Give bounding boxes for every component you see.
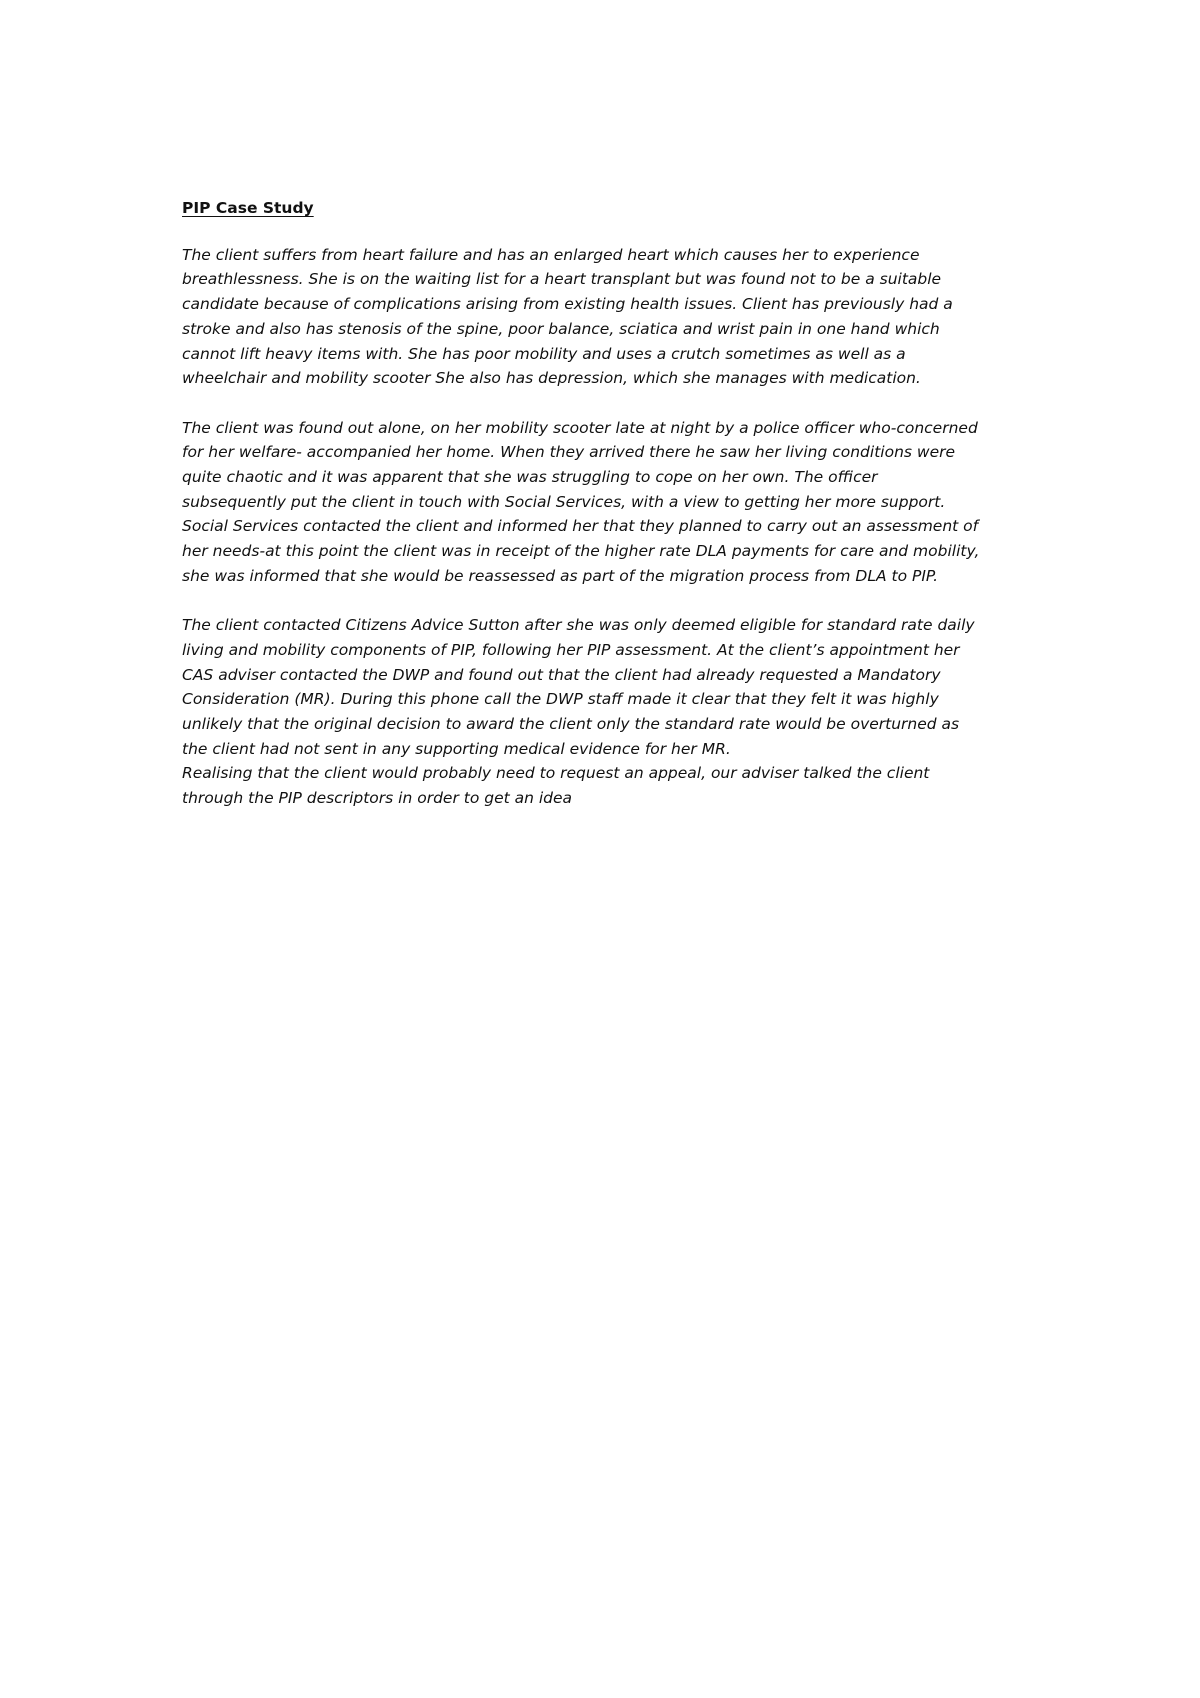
paragraph-appeal: Realising that the client would probably need to request an appeal, our adviser talked the client through the PIP descriptors in order to get an idea: [182, 764, 930, 808]
document-body: [182, 196, 1032, 811]
paragraph-pip-assessment: The client contacted Citizens Advice Sutton after she was only deemed eligible for standard rate daily living and mobility components of PIP, following her PIP assessment. At the client’s appointment her CAS adviser contacted the DWP and found out that the client had already requested a Mandatory Consideration (MR). During this phone call the DWP staff made it clear that they felt it was highly unlikely that the original decision to award the client only the standard rate would be overturned as the client had not sent in any supporting medical evidence for her MR.: [182, 616, 975, 758]
document-title: PIP Case Study: [182, 199, 314, 217]
paragraph-health-conditions: The client suffers from heart failure and has an enlarged heart which causes her to experience breathlessness. She is on the waiting list for a heart transplant but was found not to be a suitable candidate because of complications arising from existing health issues. Client has previously had a stroke and also has stenosis of the spine, poor balance, sciatica and wrist pain in one hand which cannot lift heavy items with. She has poor mobility and uses a crutch sometimes as well as a wheelchair and mobility scooter She also has depression, which she manages with medication.: [182, 245, 953, 388]
paragraph-police-and-social-services: The client was found out alone, on her mobility scooter late at night by a police officer who-concerned for her welfare- accompanied her home. When they arrived there he saw her living conditions were quite chaotic and it was apparent that she was struggling to cope on her own. The officer subsequently put the client in touch with Social Services, with a view to getting her more support. Social Services contacted the client and informed her that they planned to carry out an assessment of her needs-at this point the client was in receipt of the higher rate DLA payments for care and mobility, she was informed that she would be reassessed as part of the migration process from DLA to PIP.: [182, 418, 980, 585]
